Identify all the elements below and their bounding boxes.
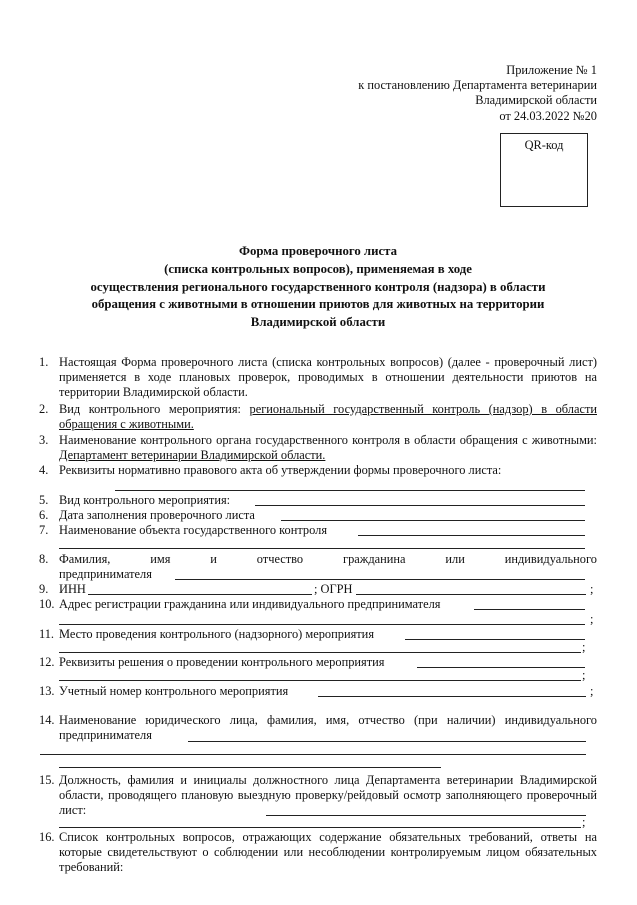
appendix-region: Владимирской области	[475, 93, 597, 108]
item-16-text: Список контрольных вопросов, отражающих содержание обязательных требований, ответы на которые свидетельствуют о соблюдении или несоблюдении контролируемым лицом обязательных требований:	[59, 830, 597, 875]
item-9-inn-label: ИНН	[59, 582, 86, 596]
item-8-number: 8.	[39, 552, 49, 566]
item-13-fill-line[interactable]	[318, 696, 586, 697]
item-14	[39, 713, 597, 743]
item-2-text: Вид контрольного мероприятия:	[59, 402, 250, 416]
item-8-word: или	[445, 552, 465, 566]
title-line-1: Форма проверочного листа	[238, 244, 398, 258]
item-12-number: 12.	[39, 655, 55, 669]
item-5-number: 5.	[39, 493, 49, 507]
item-15-fill-line[interactable]	[266, 815, 586, 816]
item-16	[39, 830, 597, 876]
item-7-fill-line[interactable]	[358, 535, 585, 536]
item-8-fill-line[interactable]	[175, 579, 585, 580]
item-14-fill-line[interactable]	[188, 741, 586, 742]
item-6-fill-line[interactable]	[281, 520, 585, 521]
item-8-continuation: предпринимателя	[59, 567, 152, 582]
inn-fill-line[interactable]	[88, 594, 312, 595]
item-13-text: Учетный номер контрольного мероприятия	[59, 684, 289, 698]
item-3-text: Наименование контрольного органа государственного контроля в области обращения с животными:	[59, 433, 597, 447]
item-14-extra-line-2[interactable]	[59, 767, 441, 768]
item-13-number: 13.	[39, 684, 55, 698]
qr-code-box	[500, 133, 588, 207]
item-8-words	[59, 552, 597, 567]
item-4-text: Реквизиты нормативно правового акта об утверждении формы проверочного листа:	[59, 463, 502, 477]
item-1	[39, 355, 597, 401]
item-14-number: 14.	[39, 713, 55, 727]
item-5-fill-line[interactable]	[255, 505, 585, 506]
item-9-end: ;	[590, 582, 594, 596]
title-line-3: осуществления регионального государственного контроля (надзора) в области	[90, 279, 546, 294]
item-12-text: Реквизиты решения о проведении контрольного мероприятия	[59, 655, 385, 669]
item-9-ogrn-label: ; ОГРН	[314, 582, 353, 596]
item-7-extra-line[interactable]	[59, 548, 585, 549]
item-15-number: 15.	[39, 773, 55, 787]
item-12-extra-line[interactable]	[59, 680, 581, 681]
item-1-number: 1.	[39, 355, 49, 369]
item-12-fill-line[interactable]	[417, 667, 585, 668]
item-15	[39, 773, 597, 819]
item-10-number: 10.	[39, 597, 55, 611]
item-11-number: 11.	[39, 627, 55, 641]
item-1-text: Настоящая Форма проверочного листа (списка контрольных вопросов) (далее - проверочный лист) применяется в ходе плановых проверок, проводимых в отношении деятельности приютов на территории Владимирской области.	[59, 355, 597, 400]
ogrn-fill-line[interactable]	[356, 594, 586, 595]
item-4-fill-line[interactable]	[115, 490, 585, 491]
item-8-word: индивидуального	[504, 552, 597, 566]
item-3-number: 3.	[39, 433, 49, 447]
item-8	[39, 552, 597, 582]
item-11-end: ;	[582, 640, 586, 654]
item-12-end: ;	[582, 668, 586, 682]
item-2-value: региональный государственный контроль (надзор) в области обращения с животными.	[59, 402, 597, 432]
item-10-fill-line[interactable]	[474, 609, 585, 610]
item-3	[39, 433, 597, 463]
item-13-end: ;	[590, 684, 594, 698]
item-8-word: отчество	[256, 552, 304, 566]
title-line-4: обращения с животными в отношении приютов для животных на территории	[91, 297, 545, 312]
item-15-extra-line[interactable]	[59, 827, 581, 828]
qr-code-label: QR-код	[524, 138, 564, 152]
item-9-number: 9.	[39, 582, 49, 596]
title-line-2: (списка контрольных вопросов), применяемая в ходе	[164, 261, 472, 276]
item-16-number: 16.	[39, 830, 55, 844]
item-7-text: Наименование объекта государственного контроля	[59, 523, 328, 537]
item-2	[39, 402, 597, 432]
item-8-word: гражданина	[343, 552, 406, 566]
item-4	[39, 463, 597, 478]
item-15-text: Должность, фамилия и инициалы должностного лица Департамента ветеринарии Владимирской области, проводящего плановую выездную проверку/рейдовый осмотр заполняющего проверочный лист:	[59, 773, 597, 818]
item-4-number: 4.	[39, 463, 49, 477]
item-15-end: ;	[582, 815, 586, 829]
item-10-text: Адрес регистрации гражданина или индивидуального предпринимателя	[59, 597, 441, 611]
item-5-text: Вид контрольного мероприятия:	[59, 493, 231, 507]
item-2-number: 2.	[39, 402, 49, 416]
item-6-text: Дата заполнения проверочного листа	[59, 508, 255, 522]
item-3-value: Департамент ветеринарии Владимирской области.	[59, 448, 326, 463]
item-11-text: Место проведения контрольного (надзорного) мероприятия	[59, 627, 375, 641]
appendix-date: от 24.03.2022 №20	[499, 108, 597, 123]
item-7-number: 7.	[39, 523, 49, 537]
item-11-fill-line[interactable]	[405, 639, 585, 640]
form-title	[40, 243, 596, 332]
item-10-end: ;	[590, 612, 594, 626]
item-6-number: 6.	[39, 508, 49, 522]
item-8-word: и	[210, 552, 217, 566]
appendix-number: Приложение № 1	[506, 63, 597, 77]
appendix-resolution: к постановлению Департамента ветеринарии	[358, 78, 597, 93]
item-14-extra-line[interactable]	[40, 754, 586, 755]
appendix-header	[277, 63, 597, 124]
item-10-extra-line[interactable]	[59, 624, 585, 625]
title-line-5: Владимирской области	[250, 315, 386, 330]
item-11-extra-line[interactable]	[59, 652, 581, 653]
item-8-word: Фамилия,	[59, 552, 111, 566]
item-8-word: имя	[150, 552, 171, 566]
item-14-text: Наименование юридического лица, фамилия, имя, отчество (при наличии) индивидуального предпринимателя	[59, 713, 597, 743]
